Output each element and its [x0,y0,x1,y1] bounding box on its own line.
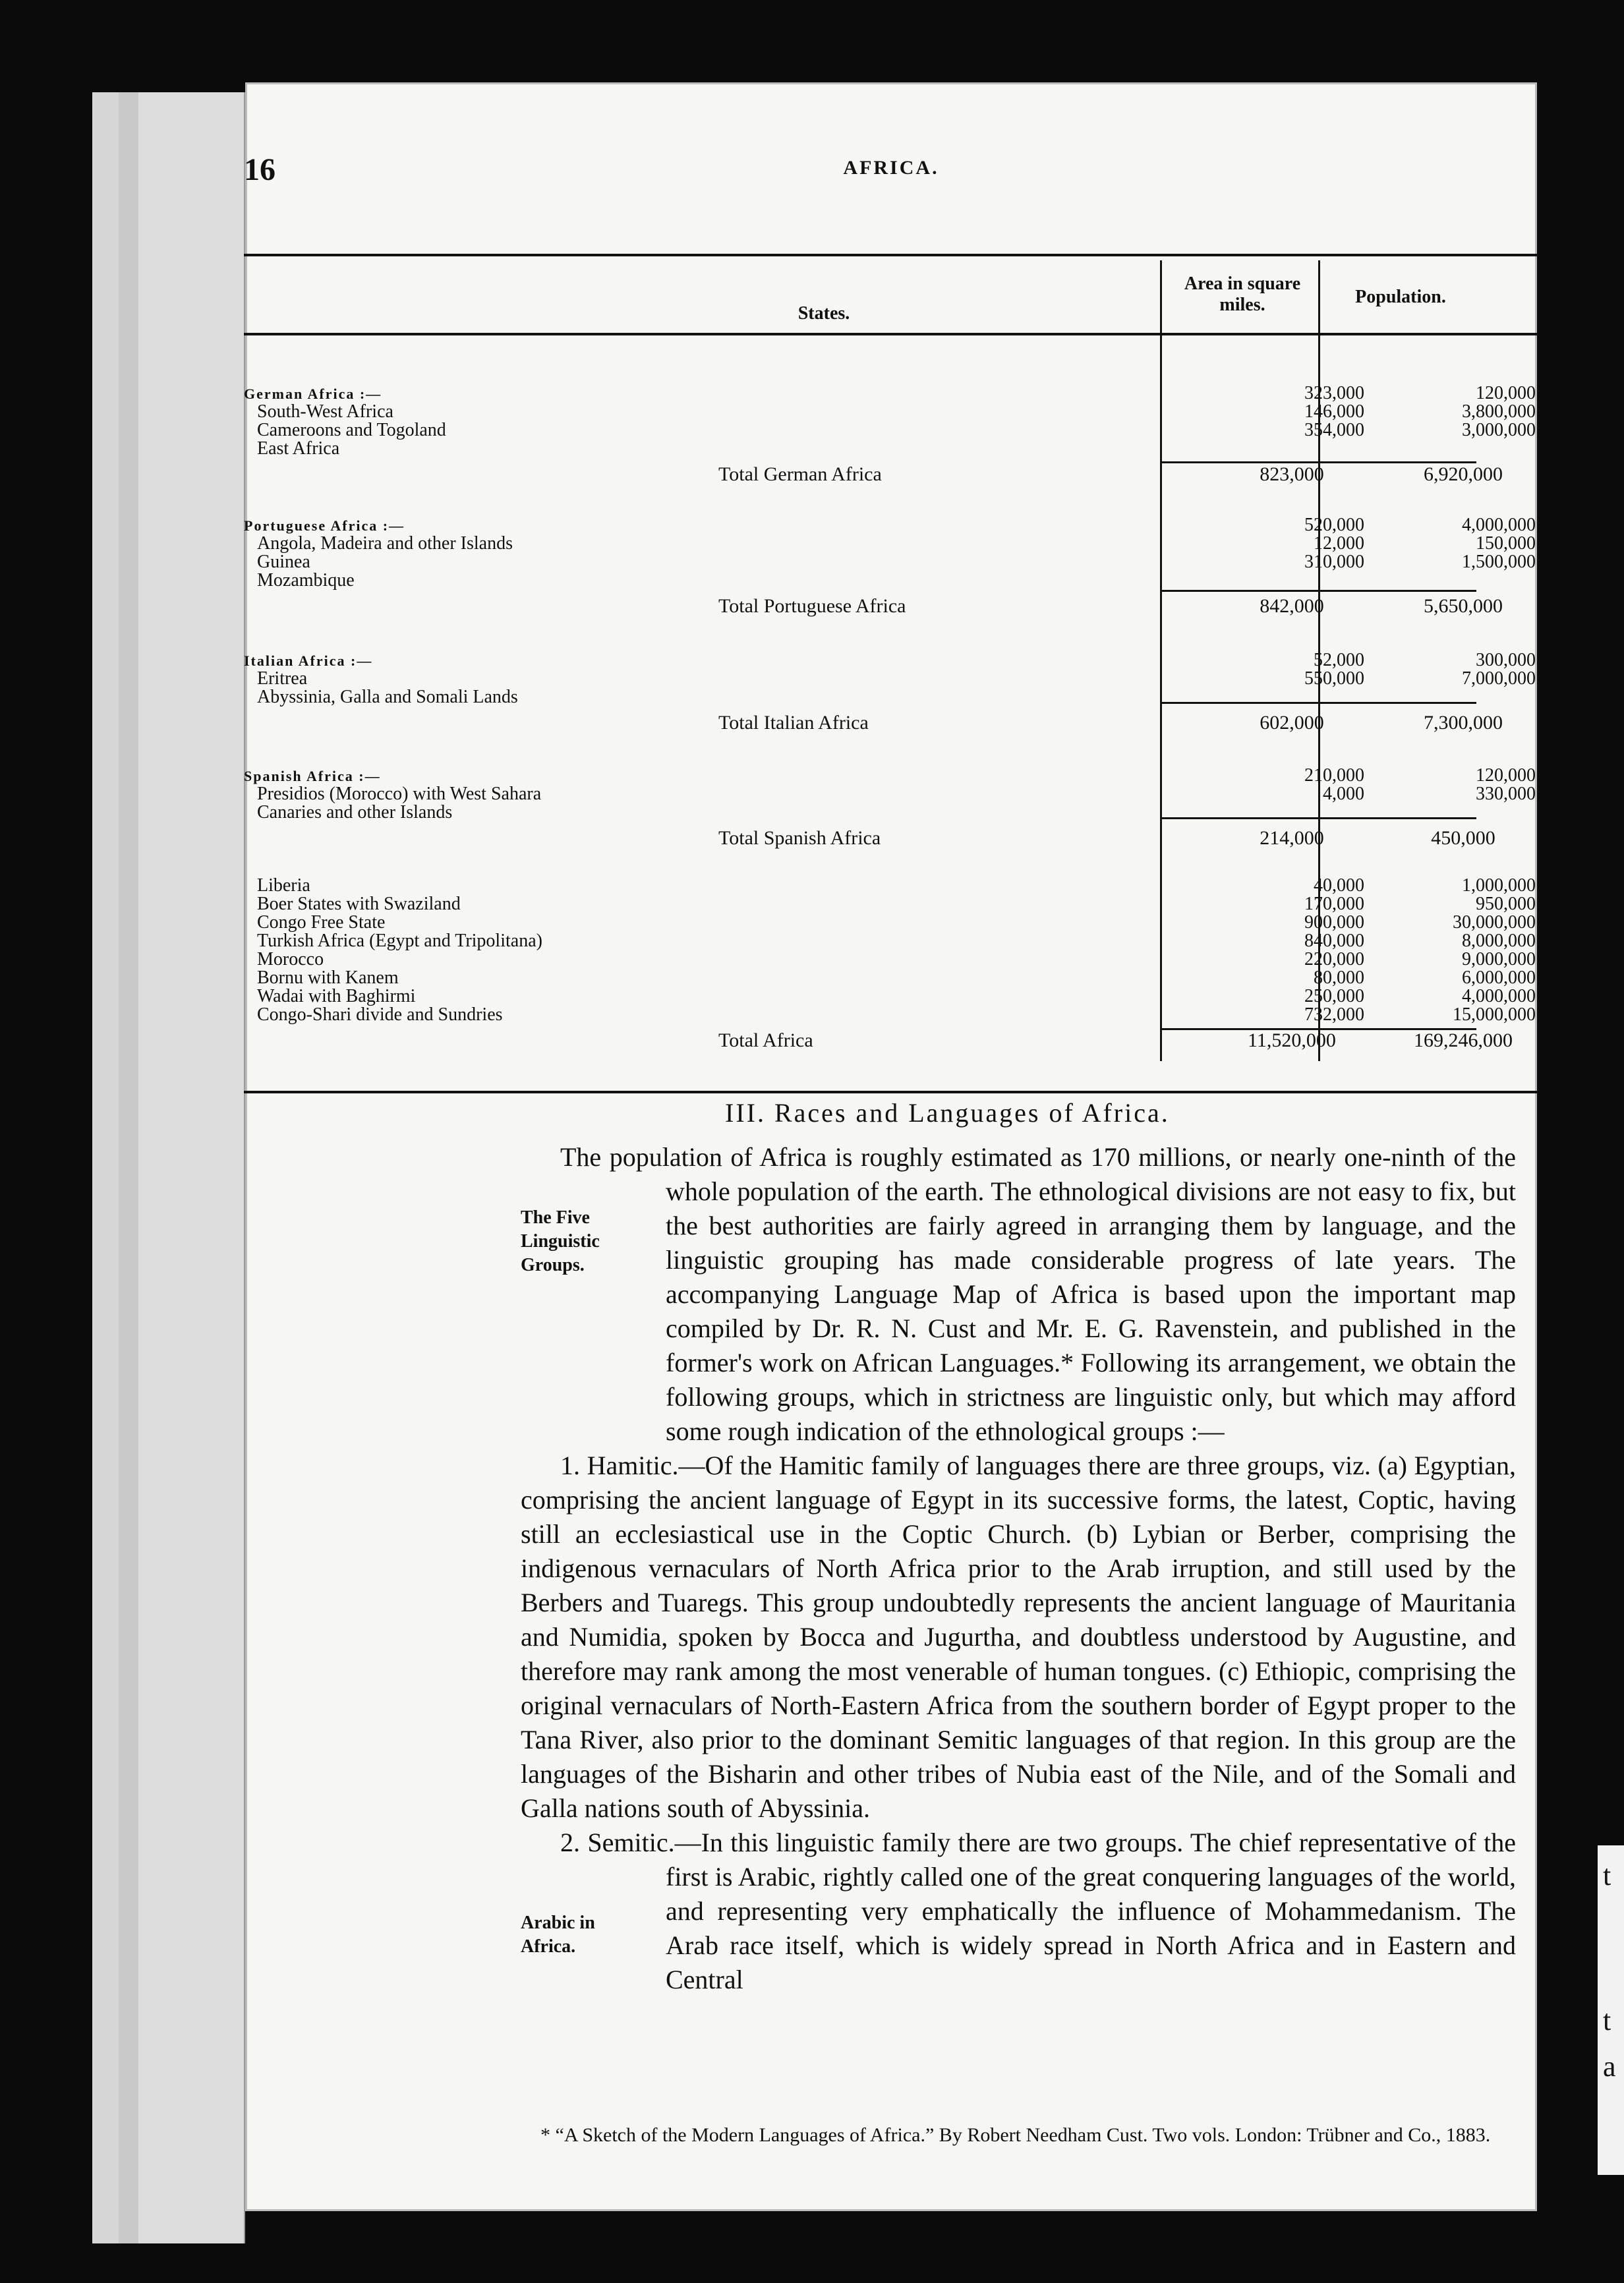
book-edge [138,92,245,2243]
total-row: Total Italian Africa 602,000 7,300,000 [718,712,1503,734]
col-area: Area in square miles. [1184,274,1301,315]
table-row: Turkish Africa (Egypt and Tripolitana) 840,000 8,000,000 [257,931,1536,951]
table-row: Angola, Madeira and other Islands 520,000 4,000,000 [257,515,1536,554]
subtotal-rule [1160,590,1476,592]
table-row: Eritrea 52,000 300,000 [257,650,1536,689]
margin-glyph: a [1603,2050,1616,2083]
table-row: Presidios (Morocco) with West Sahara 210,000 120,000 [257,765,1536,804]
group-german [244,383,1536,491]
next-page-edge [1598,1845,1624,2175]
colhead-rule [244,333,1538,335]
group-portuguese [244,515,1536,623]
table-row: Congo Free State 900,000 30,000,000 [257,912,1536,933]
book-edge [92,92,120,2243]
subtotal-rule [1160,817,1476,819]
table-row: Wadai with Baghirmi 250,000 4,000,000 [257,986,1536,1006]
paragraph: 1. Hamitic.—Of the Hamitic family of languages there are three groups, viz. (a) Egyptian, comprising the ancient language of Egypt in its successive forms, the latest, Coptic, having still an ecclesiastical use in the Coptic Church. (b) Lybian or Berber, comprising the indigenous vernaculars of North Africa prior to the Arab irruption, and still used by the Berbers and Tuaregs. This group undoubtedly represents the ancient language of Mauritania and Numidia, spoken by Bocca and Jugurtha, and doubtless understood by Augustine, and therefore may rank among the most venerable of human tongues. (c) Ethiopic, comprising the original vernaculars of North-Eastern Africa from the southern border of Egypt proper to the Tana River, also prior to the dominant Semitic languages of that region. In this group are the languages of the Bisharin and other tribes of Nubia east of the Nile, and of the Somali and Galla nations south of Abyssinia. [521,1451,1516,1823]
total-row: Total Spanish Africa 214,000 450,000 [718,827,1495,849]
body-text [521,1140,1516,1997]
group-title: Spanish Africa :— [244,768,381,784]
table-row: Abyssinia, Galla and Somali Lands 550,000 7,000,000 [257,668,1536,707]
table-row: Canaries and other Islands 4,000 330,000 [257,784,1536,823]
paragraph: The population of Africa is roughly estimated as 170 millions, or nearly one-ninth of the whole population of the earth. The ethnological divisions are not easy to fix, but the best authorities are fairly agreed in arranging them by language, and the linguistic grouping has made considerable progress of late years. The accompanying Language Map of Africa is based upon the important map compiled by Dr. R. N. Cust and Mr. E. G. Ravenstein, and published in the former's work on African Languages.* Following its arrangement, we obtain the following groups, which in strictness are linguistic only, but which may afford some rough indication of the ethnological groups :— [560,1142,1516,1446]
group-title: Portuguese Africa :— [244,517,405,534]
header-rule [244,254,1538,256]
section-title: III. Races and Languages of Africa. [725,1098,1170,1128]
table-row: South-West Africa 323,000 120,000 [257,383,1536,422]
subtotal-rule [1160,1028,1476,1030]
page-header [244,152,1538,198]
table-row: Congo-Shari divide and Sundries 732,000 15,000,000 [257,1004,1536,1025]
margin-note: The Five Linguistic Groups. [521,1207,600,1275]
table-row: East Africa 354,000 3,000,000 [257,420,1536,459]
table-row: Boer States with Swaziland 170,000 950,000 [257,894,1536,914]
group-spanish [244,765,1536,855]
margin-glyph: t [1603,1859,1611,1892]
paragraph: 2. Semitic.—In this linguistic family there are two groups. The chief representative of the first is Arabic, rightly called one of the great conquering languages of the world, and representing very emphatically the influence of Mohammedanism. The Arab race itself, which is widely spread in North Africa and in Eastern and Central [560,1828,1516,1994]
table-row: Bornu with Kanem 80,000 6,000,000 [257,968,1536,988]
subtotal-rule [1160,702,1476,704]
grand-total-row: Total Africa 11,520,000 169,246,000 [718,1029,1513,1051]
table-row: Morocco 220,000 9,000,000 [257,949,1536,969]
running-head: AFRICA. [843,157,939,179]
margin-glyph: t [1603,2004,1611,2037]
group-italian [244,650,1536,739]
total-row: Total German Africa 823,000 6,920,000 [718,463,1503,485]
margin-note: Arabic in Africa. [521,1913,595,1957]
total-row: Total Portuguese Africa 842,000 5,650,000 [718,595,1503,617]
page-number: 16 [244,152,276,187]
table-row: Cameroons and Togoland 146,000 3,800,000 [257,401,1536,440]
table-bottom-rule [244,1091,1538,1093]
table-row: Guinea 12,000 150,000 [257,533,1536,572]
footnote: * “A Sketch of the Modern Languages of Africa.” By Robert Needham Cust. Two vols. London: Trübner and Co., 1883. [540,2124,1491,2146]
book-edge [119,92,140,2243]
col-states: States. [798,303,850,324]
group-title: German Africa :— [244,386,382,402]
col-population: Population. [1355,287,1446,307]
table-row: Liberia 40,000 1,000,000 [257,875,1536,896]
table-row: Mozambique 310,000 1,500,000 [257,552,1536,591]
subtotal-rule [1160,461,1476,463]
group-title: Italian Africa :— [244,652,373,669]
